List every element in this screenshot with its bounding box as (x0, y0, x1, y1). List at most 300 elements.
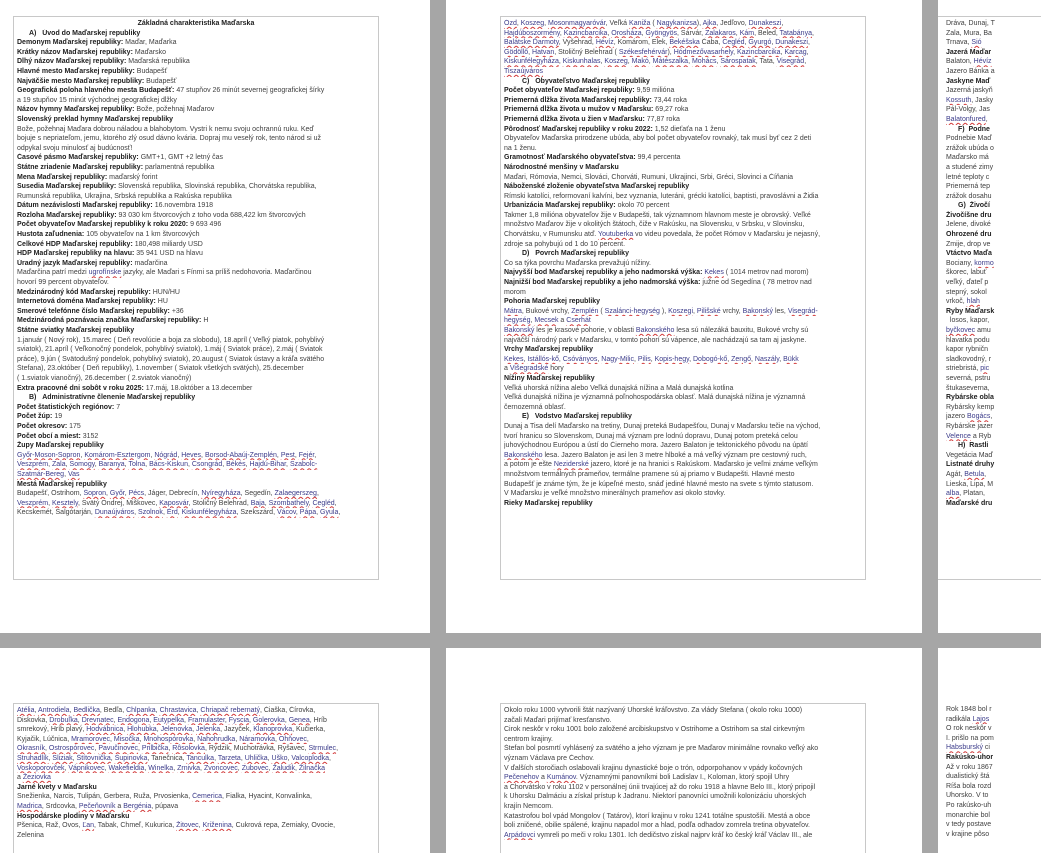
text-run: , (155, 707, 160, 714)
spellcheck-word: Uhlička (244, 754, 268, 762)
text-line (504, 48, 862, 58)
label-text: Hustota zaľudnenia: (17, 231, 85, 239)
spellcheck-word: Ózd (504, 20, 517, 27)
text-run: GMT+1, GMT +2 letný čas (138, 154, 224, 162)
text-run: , (240, 754, 245, 762)
text-line (504, 220, 862, 230)
text-line (504, 144, 862, 154)
spellcheck-word: Veszprém (17, 461, 49, 469)
spellcheck-word: Atélia (17, 707, 35, 714)
label-text: Geografická poloha hlavného mesta Budapešť: (17, 87, 175, 95)
text-line (17, 134, 375, 144)
label-text: Počet žúp: (17, 413, 53, 421)
text-run: , (187, 461, 192, 469)
spellcheck-word: Sliziak (52, 754, 73, 762)
spellcheck-word: Wakefieldia (108, 764, 145, 772)
spellcheck-word: Rôsolovka (172, 745, 205, 753)
label-text: Priemerná dĺžka života Maďarskej republiky: (504, 96, 652, 104)
spellcheck-word: Ohňovec (278, 735, 307, 743)
spellcheck-word: Habsburský (946, 744, 983, 752)
text-line (17, 144, 375, 154)
text-run: , (64, 470, 68, 478)
text-run: radikála (946, 715, 973, 723)
text-run: , (329, 754, 331, 762)
text-line (504, 735, 862, 745)
text-run: veľký, ďateľ p (946, 279, 989, 287)
spellcheck-word: Bogács (967, 413, 991, 421)
text-line (17, 821, 375, 831)
spellcheck-word: Bakonský (742, 307, 774, 315)
spellcheck-word: Bekéšska (669, 39, 700, 47)
text-run: les je krasové pohorie, v oblasti (534, 327, 636, 334)
spellcheck-word: Hódmezővasarhely (673, 48, 734, 56)
text-line (504, 278, 862, 288)
text-line (504, 38, 862, 48)
spellcheck-word: Endogona (117, 716, 150, 724)
text-line (17, 764, 375, 774)
spellcheck-word: Višegradské (509, 365, 549, 373)
label-text: Úradný jazyk Maďarskej republiky: (17, 259, 133, 267)
spellcheck-word: Nyíregyháza (201, 490, 241, 498)
text-line (504, 173, 862, 183)
text-run: , (693, 307, 697, 315)
spellcheck-word: Hévíz (973, 58, 992, 66)
text-line (17, 355, 375, 365)
text-line (946, 724, 1041, 734)
text-line (17, 508, 375, 518)
text-line (504, 422, 862, 432)
text-line (17, 211, 375, 221)
label-text: Vtáctvo Maďa (946, 250, 992, 258)
text-line (17, 499, 375, 509)
text-line (946, 811, 1041, 821)
text-run: Priemerná tep (946, 183, 990, 191)
text-run: , Tabak, Chmeľ, Kukurica, (94, 822, 177, 830)
text-area[interactable] (938, 703, 1041, 853)
text-run: , Rýdzik, Muchotrávka, Ryšavec, (204, 745, 309, 753)
text-line (17, 374, 375, 384)
label-text: Extra pracovné dni sobôt v roku 2025: (17, 384, 144, 392)
spellcheck-word: Pavučinovec (98, 745, 139, 753)
text-run: , (110, 735, 114, 743)
text-run: Lieska, Lipa, M (946, 480, 994, 488)
spellcheck-word: Valcoplodka (291, 754, 330, 762)
text-run: , (607, 29, 612, 37)
text-line (946, 249, 1041, 259)
text-run: , (268, 764, 273, 772)
text-run: 77,87 roka (644, 115, 680, 123)
text-line (946, 364, 1041, 374)
spellcheck-word: Fyscia (228, 716, 250, 724)
text-line (946, 268, 1041, 278)
label-text: Štátne sviatky Maďarskej republiky (17, 327, 135, 334)
text-run: ( (650, 20, 657, 27)
text-line (17, 384, 375, 394)
text-run: , (94, 745, 99, 753)
spellcheck-word: Pest (280, 451, 295, 459)
text-run: a Chorvátsko v roku 1102 v personálnej únii trvajúcej až do roku 1918 a hlavne Belo III., ktorý pripojil (504, 783, 816, 791)
text-line (946, 297, 1041, 307)
label-text: Najvyšší bod Maďarskej republiky a jeho nadmorská výška: (504, 269, 703, 277)
text-line (946, 393, 1041, 403)
text-run: , (168, 745, 173, 753)
text-run: letné teploty c (946, 173, 990, 181)
text-run: 19 (52, 413, 63, 421)
text-line (946, 791, 1041, 801)
label-text: Počet štatistických regiónov: (17, 403, 115, 411)
text-run: , (984, 470, 987, 478)
label-text: HDP Maďarskej republiky na hlavu: (17, 250, 135, 258)
text-line (946, 384, 1041, 394)
text-run: , (249, 716, 253, 724)
text-run: ( 1.sviatok vianočný), 26.december ( 2.sviatok vianočný) (17, 374, 192, 382)
spellcheck-word: Pilišské (696, 307, 721, 315)
text-run: 17.máj, 18.október a 13.december (143, 384, 253, 392)
text-area[interactable] (938, 16, 1041, 580)
text-run: , (149, 716, 154, 724)
text-run: vrchy, (720, 307, 743, 315)
text-run: Pšenica, Raž, Ovos, (17, 822, 83, 830)
section-heading (504, 412, 862, 422)
text-run: , (294, 451, 299, 459)
text-run: Rok 1848 bol r (946, 706, 992, 713)
text-line (17, 249, 375, 259)
text-run: , Szekszárd, (236, 509, 277, 517)
text-line (17, 792, 375, 802)
text-run: južne od Segedína ( 78 metrov nad (700, 279, 812, 287)
text-area[interactable] (13, 703, 379, 853)
label-text: Počet obyvateľov Maďarskej republiky: (504, 87, 635, 95)
spellcheck-word: Okrasník (17, 745, 46, 753)
text-line (504, 441, 862, 451)
text-run: Okolo roku 1000 vytvorili štát nazývaný Uhorské kráľovstvo. Za vlády Štefana ( okolo roku 1000) (504, 707, 803, 714)
spellcheck-word: Klanoprovka (253, 726, 293, 734)
text-line (504, 105, 862, 115)
text-run: 1,52 dieťaťa na 1 ženu (652, 125, 726, 133)
text-line (504, 451, 862, 461)
label-text: Národnostné menšiny v Maďarsku (504, 163, 619, 171)
text-line (17, 163, 375, 173)
text-run: Maďarčina patrí medzi (17, 269, 89, 277)
text-line (17, 316, 375, 326)
text-run: severná, pstru (946, 374, 991, 382)
text-line (17, 831, 375, 841)
spellcheck-word: Genea (288, 716, 310, 724)
text-run: bojuje s nepriateľom, jemu, ktorého zlý osud dávno kvária. Dopraj mu veselý rok, tento národ si už (17, 135, 321, 143)
text-line (17, 288, 375, 298)
label-text: Štátne zriadenie Maďarskej republiky: (17, 163, 144, 171)
text-run: Čaba, (699, 39, 723, 47)
spellcheck-word: Nógrád (154, 451, 178, 459)
spellcheck-word: Dunakeszi (748, 20, 782, 27)
text-area[interactable] (13, 16, 379, 580)
text-run: , (735, 29, 740, 37)
text-line (946, 19, 1041, 29)
text-run: , (80, 451, 85, 459)
text-run: , Stoličný Belehrad ( (554, 48, 619, 56)
text-line (17, 192, 375, 202)
text-run: , (779, 355, 784, 363)
text-run: , (77, 716, 82, 724)
document-page-5 (446, 648, 922, 853)
text-run: , Hríb (309, 716, 327, 724)
text-line (17, 326, 375, 336)
spellcheck-word: Eutypelka (153, 716, 185, 724)
text-run: lesa sú nálezáká bauxitu, Bukové vrchy sú (674, 327, 809, 334)
text-run: 175 (67, 422, 81, 430)
text-line (946, 211, 1041, 221)
text-run: , (807, 39, 810, 47)
text-line (946, 820, 1041, 830)
text-run: , (308, 499, 313, 507)
text-run: G) Živočí (958, 202, 990, 210)
spellcheck-word: Komárom-Esztergom (84, 451, 151, 459)
text-line (946, 77, 1041, 87)
text-line (504, 792, 862, 802)
text-line (504, 297, 862, 307)
text-line (946, 96, 1041, 106)
spellcheck-word: Golerovka (252, 716, 285, 724)
text-line (17, 403, 375, 413)
text-run: a (504, 365, 510, 373)
text-line (504, 470, 862, 480)
label-text: Ohrozené dru (946, 231, 992, 239)
spellcheck-word: Zalaegerszeg (274, 490, 317, 498)
text-line (946, 763, 1041, 773)
spellcheck-word: pic (980, 365, 990, 373)
text-line (17, 96, 375, 106)
text-run: , púpava (151, 802, 179, 810)
spellcheck-word: Nahohrudka (197, 735, 236, 743)
spellcheck-word: Šupinovka (114, 754, 148, 762)
text-line (17, 735, 375, 745)
text-run: hlavatka podu (946, 336, 990, 344)
label-text: Medzinárodná poznávacia značka Maďarskej republiky: (17, 317, 202, 325)
text-line (17, 48, 375, 58)
text-run: ), (667, 48, 674, 56)
text-line (17, 259, 375, 269)
text-run: Budapešť, Ostrihom, (17, 490, 84, 498)
text-area[interactable] (500, 703, 866, 853)
label-text: Župy Maďarskej republiky (17, 442, 104, 450)
spellcheck-word: Bergénia (123, 802, 152, 810)
text-line (504, 725, 862, 735)
spellcheck-word: Kaniža (629, 20, 651, 27)
spellcheck-word: Kám (739, 29, 755, 37)
text-line (17, 38, 375, 48)
label-text: Pôrodnosť Maďarskej republiky v roku 2022: (504, 125, 653, 133)
text-run: , (124, 490, 129, 498)
text-run: zrážok dosahu (946, 192, 992, 200)
text-run: , (716, 58, 721, 66)
text-run: , (64, 764, 69, 772)
section-heading (17, 29, 375, 39)
text-run: , (627, 58, 632, 66)
text-area[interactable] (500, 16, 866, 580)
text-run: , Tanečnica, (147, 754, 187, 762)
text-line (17, 182, 375, 192)
spellcheck-word: Koszegi (668, 307, 693, 315)
spellcheck-word: Chriapač rebernatý (200, 707, 260, 714)
spellcheck-word: Strmulec (308, 745, 337, 753)
text-run: , Veľká (605, 20, 630, 27)
text-run: Diskovka, (17, 716, 50, 724)
text-run: O rok neskôr v (946, 725, 992, 733)
text-line (504, 783, 862, 793)
text-run: , Kučierka, (292, 726, 326, 734)
text-run: , Fialka, Hyacint, Konvalinka, (222, 793, 312, 801)
spellcheck-word: Nagy-Milic (601, 355, 634, 363)
spellcheck-word: Balátske Ďarmoty (504, 39, 559, 47)
spellcheck-word: Náramovka (239, 735, 275, 743)
text-run: Balaton, (946, 58, 974, 66)
text-run: maďarčina (132, 259, 168, 267)
label-text: Urbanizácia Maďarskej republiky: (504, 202, 616, 210)
text-run: , (124, 461, 129, 469)
text-run: , (648, 58, 653, 66)
text-line (946, 307, 1041, 317)
text-line (17, 268, 375, 278)
text-run: Budapešť (144, 77, 177, 85)
spellcheck-word: Kiskunfélegyháza (181, 509, 237, 517)
text-line (504, 57, 862, 67)
spellcheck-word: Orosháza (611, 29, 642, 37)
text-line (946, 412, 1041, 422)
text-run: zdroje sa pohybujú od 1 do 10 percent. (504, 240, 626, 248)
text-run: jazyky, ale Maďari s Fínmi sa príliš nedohovoria. Maďarčinou (121, 269, 312, 277)
label-text: Rakúsko-uhor (946, 753, 994, 761)
label-text: Internetová doména Maďarskej republiky: (17, 298, 156, 306)
text-line (946, 499, 1041, 509)
label-text: Rieky Maďarskej republiky (504, 499, 593, 507)
spellcheck-word: Baranya (98, 461, 125, 469)
spellcheck-word: Kiskunhalas (562, 58, 601, 66)
text-line (946, 336, 1041, 346)
text-run: , (48, 754, 53, 762)
text-run: monarchie bol (946, 811, 990, 819)
spellcheck-word: Tiszaújváros (504, 67, 544, 75)
text-line (17, 173, 375, 183)
label-text: Jarné kvety v Maďarsku (17, 783, 97, 791)
text-run: ( 1014 metrov nad morom) (723, 269, 809, 277)
text-line (17, 153, 375, 163)
text-line (946, 326, 1041, 336)
text-line (946, 480, 1041, 490)
text-line (504, 240, 862, 250)
text-run: krajín Nemcom. (504, 802, 554, 810)
text-run: Katastrofou bol vpád Mongolov ( Tatárov), ktorí krajinu v roku 1241 totálne spustošili. Mestá a obce (504, 812, 811, 820)
text-run: D) Povrch Maďarskej republiky (522, 250, 629, 258)
text-run: , (214, 754, 218, 762)
text-run: odpykal svoju minulosť aj budúcnosť! (17, 144, 133, 152)
text-run: 9,59 milióna (634, 87, 675, 95)
spellcheck-word: Naszály (754, 355, 780, 363)
text-line (504, 345, 862, 355)
text-run: 99,4 percenta (635, 154, 681, 162)
text-line (946, 705, 1041, 715)
text-run: Zala, Mura, Ba (946, 29, 992, 37)
text-run: tvorí hranicu so Slovenskom, Dunaj má význam pre lodnú dopravu, Dunaj potom preteká celou (504, 432, 798, 440)
spellcheck-word: Zalakaros (705, 29, 736, 37)
text-run: , (600, 58, 605, 66)
text-run: , (806, 48, 809, 56)
text-line (946, 782, 1041, 792)
text-line (504, 706, 862, 716)
spellcheck-word: Youtuberka (598, 231, 634, 239)
text-run: okolo 70 percent (615, 202, 670, 210)
label-text: Jaskyne Maď (946, 77, 991, 85)
text-run: Cirok neskôr v roku 1001 bolo založené arcibiskupstvo v Ostrihome a Ostrihom sa stal cirkevným (504, 726, 805, 734)
text-run: , (650, 355, 655, 363)
text-line (504, 403, 862, 413)
label-text: Jazerá Maďar (946, 48, 992, 56)
text-run: , (804, 58, 807, 66)
spellcheck-word: Mátra (504, 307, 522, 315)
text-run: ), (696, 20, 703, 27)
label-text: Gramotnosť Maďarského obyvateľstva: (504, 154, 636, 162)
text-run: Uhorsko. V to (946, 792, 989, 800)
text-run: B) Administratívne členenie Maďarskej republiky (29, 394, 196, 402)
text-run: , (727, 355, 732, 363)
text-run: , (780, 48, 785, 56)
text-line (504, 201, 862, 211)
text-run: juhovýchodnou Európou a ústí do Čierneho mora. Jazero Balaton je tektonického pôvodu na úpätí (504, 442, 808, 450)
text-run: , (733, 48, 737, 56)
text-run: , (224, 716, 229, 724)
text-run: 73,44 roka (651, 96, 687, 104)
text-run: , (237, 764, 242, 772)
spellcheck-word: Pečenehov (504, 774, 540, 782)
spellcheck-word: Pécs (128, 490, 145, 498)
text-run: zrážok ubúda o (946, 144, 994, 152)
text-line (946, 830, 1041, 840)
text-line (17, 773, 375, 783)
text-run: a (539, 774, 547, 782)
text-run: , (193, 735, 198, 743)
text-run: hory (548, 365, 564, 373)
label-text: Časové pásmo Maďarskej republiky: (17, 154, 139, 162)
text-run: Štefan bol posmrtí vyhlásený za svätého a jeho význam je pre Maďarov minimálne rovnako veľký ako (504, 745, 819, 753)
spellcheck-word: Gyurgó (748, 39, 772, 47)
label-text: Náboženské zloženie obyvateľstva Maďarskej republiky (504, 183, 690, 191)
label-text: Najnižší bod Maďarskej republiky a jeho nadmorská výška: (504, 279, 701, 287)
text-run: a (115, 802, 124, 810)
text-run: Obyvateľov Maďarska prirodzene ubúda, aby bol počet obyvateľov rovnaký, tak musí byť cez 2 deti (504, 135, 812, 143)
spellcheck-word: Heves (181, 451, 202, 459)
text-run: , (123, 726, 128, 734)
text-line (946, 470, 1041, 480)
spellcheck-word: Visegrád (776, 58, 805, 66)
text-run: stepný, sokol (946, 288, 987, 296)
spellcheck-word: Žaludik (272, 764, 296, 772)
text-run: C) Obyvateľstvo Maďarskej republiky (522, 77, 650, 85)
text-run: , (177, 451, 182, 459)
text-run: Veľká uhorská nížina alebo Veľká dunajská nížina a Malá dunajská kotlina (504, 384, 734, 392)
text-line (504, 812, 862, 822)
spellcheck-word: Zvoncovec (203, 764, 238, 772)
spellcheck-word: Hajdú-Bihar (249, 461, 287, 469)
text-run: a 19 stupňov 15 minút východnej geografickej dĺžky (17, 96, 177, 104)
label-text: Rybárske obla (946, 394, 994, 402)
text-run: Budapešť je známe tým, že je kúpeľné mesto, snáď jediné hlavné mesto na svete s týmto statusom. (504, 480, 814, 488)
text-run: , (267, 754, 272, 762)
label-text: Maďarské dru (946, 499, 993, 507)
text-run: , (156, 726, 161, 734)
text-line (946, 422, 1041, 432)
text-run: , (688, 58, 692, 66)
text-run: a potom je ešte (504, 461, 554, 469)
spellcheck-word: Kaposvár (159, 499, 189, 507)
